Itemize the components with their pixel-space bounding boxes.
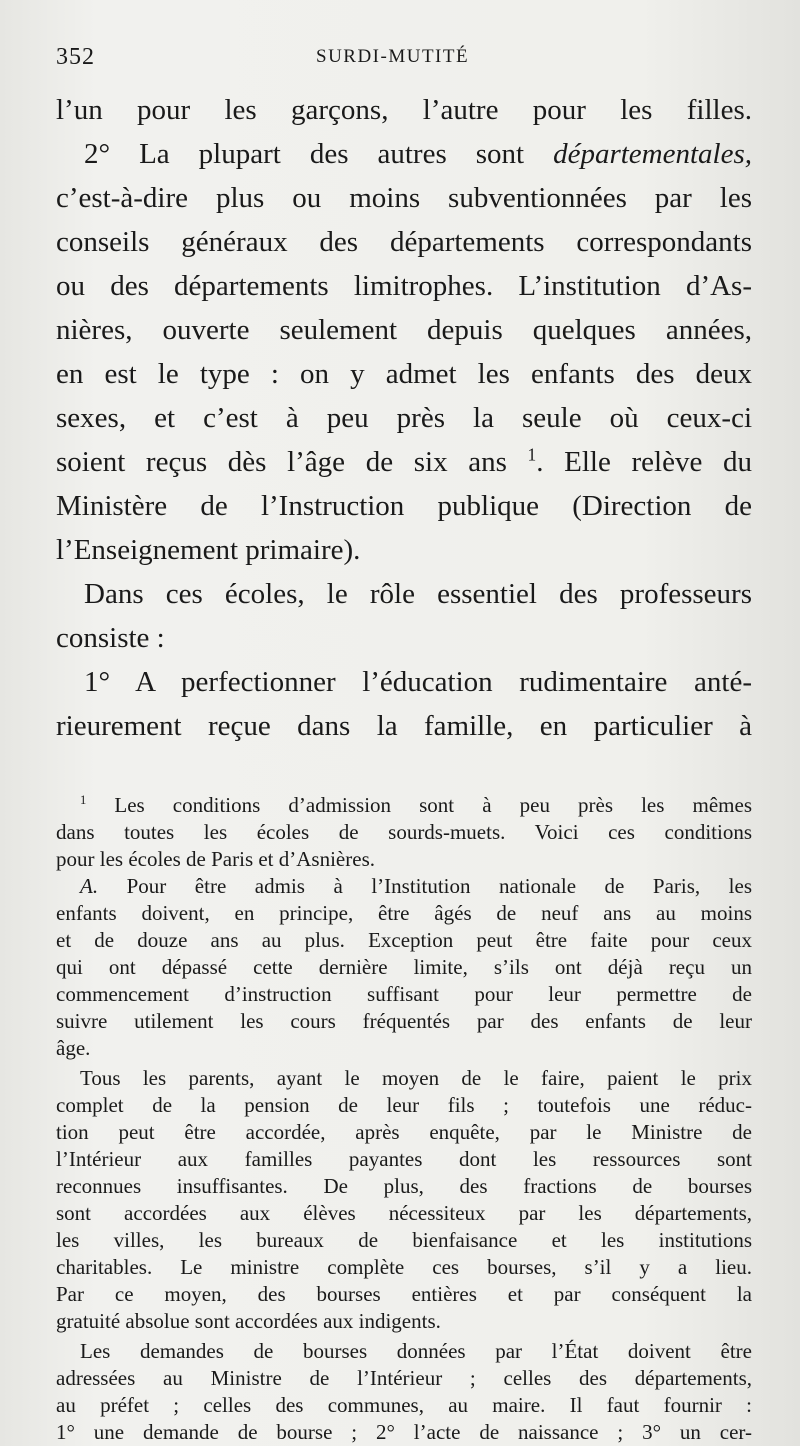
footnote-line: charitables. Le ministre complète ces bourses, s’il y a lieu. xyxy=(56,1255,752,1279)
footnote-line: 1° une demande de bourse ; 2° l’acte de naissance ; 3° un cer- xyxy=(56,1420,752,1444)
text-segment: Les conditions d’admission sont à peu près les mêmes xyxy=(114,793,752,817)
footnote-line xyxy=(56,873,752,900)
footnote-line: pour les écoles de Paris et d’Asnières. xyxy=(56,847,375,871)
text-segment: Pour être admis à l’Institution nationale de Paris, les xyxy=(126,874,752,898)
text-line: l’un pour les garçons, l’autre pour les filles. xyxy=(56,94,752,126)
section-letter: A. xyxy=(80,874,99,898)
footnote-line: les villes, les bureaux de bienfaisance et les institutions xyxy=(56,1228,752,1252)
text-segment: soient reçus dès l’âge de six ans xyxy=(56,446,507,478)
text-line: nières, ouverte seulement depuis quelques années, xyxy=(56,314,752,346)
running-title: SURDI-MUTITÉ xyxy=(316,46,470,67)
footnote-line: Tous les parents, ayant le moyen de le faire, paient le prix xyxy=(80,1066,752,1090)
footnote-line: qui ont dépassé cette dernière limite, s’ils ont déjà reçu un xyxy=(56,955,752,979)
footnote-line: sont accordées aux élèves nécessiteux par les départements, xyxy=(56,1201,752,1225)
footnote-line: Les demandes de bourses données par l’État doivent être xyxy=(80,1339,752,1363)
footnote-line: Par ce moyen, des bourses entières et par conséquent la xyxy=(56,1282,752,1306)
text-line: consiste : xyxy=(56,622,165,654)
text-line: ou des départements limitrophes. L’institution d’As- xyxy=(56,270,752,302)
main-text xyxy=(56,88,752,748)
text-line xyxy=(56,440,752,484)
text-line: conseils généraux des départements correspondants xyxy=(56,226,752,258)
footnote-line: âge. xyxy=(56,1036,91,1060)
text-line: l’Enseignement primaire). xyxy=(56,534,361,566)
footnote-line: l’Intérieur aux familles payantes dont les ressources sont xyxy=(56,1147,752,1171)
footnote-line: au préfet ; celles des communes, au maire. Il faut fournir : xyxy=(56,1393,752,1417)
text-line: c’est-à-dire plus ou moins subventionnées par les xyxy=(56,182,752,214)
running-head xyxy=(56,40,752,80)
footnote-marker: 1 xyxy=(80,793,87,807)
text-line: Dans ces écoles, le rôle essentiel des professeurs xyxy=(84,578,752,610)
footnote-line: adressées au Ministre de l’Intérieur ; celles des départements, xyxy=(56,1366,752,1390)
footnote-line: et de douze ans au plus. Exception peut être faite pour ceux xyxy=(56,928,752,952)
text-segment: 2° La plupart des autres sont xyxy=(84,138,525,170)
text-line: 1° A perfectionner l’éducation rudimentaire anté- xyxy=(84,666,752,698)
footnote-line: enfants doivent, en principe, être âgés de neuf ans au moins xyxy=(56,901,752,925)
footnote-line: suivre utilement les cours fréquentés par des enfants de leur xyxy=(56,1009,752,1033)
footnote-line: tion peut être accordée, après enquête, par le Ministre de xyxy=(56,1120,752,1144)
footnote-line: commencement d’instruction suffisant pour leur permettre de xyxy=(56,982,752,1006)
text-line xyxy=(56,132,752,176)
text-segment: . Elle relève du xyxy=(536,446,752,478)
footnote-line: gratuité absolue sont accordées aux indigents. xyxy=(56,1309,441,1333)
footnote-line: dans toutes les écoles de sourds-muets. Voici ces conditions xyxy=(56,820,752,844)
footnote-line: reconnues insuffisantes. De plus, des fractions de bourses xyxy=(56,1174,752,1198)
footnote-line xyxy=(56,792,752,819)
text-line: Ministère de l’Instruction publique (Direction de xyxy=(56,490,752,522)
footnote-reference: 1 xyxy=(527,444,537,465)
italic-term: départementales, xyxy=(553,138,752,170)
footnote-line: complet de la pension de leur fils ; toutefois une réduc- xyxy=(56,1093,752,1117)
text-line: sexes, et c’est à peu près la seule où ceux-ci xyxy=(56,402,752,434)
text-line: rieurement reçue dans la famille, en particulier à xyxy=(56,710,752,742)
text-line: en est le type : on y admet les enfants des deux xyxy=(56,358,752,390)
footnote-block xyxy=(56,792,752,1446)
page-number: 352 xyxy=(56,44,95,70)
